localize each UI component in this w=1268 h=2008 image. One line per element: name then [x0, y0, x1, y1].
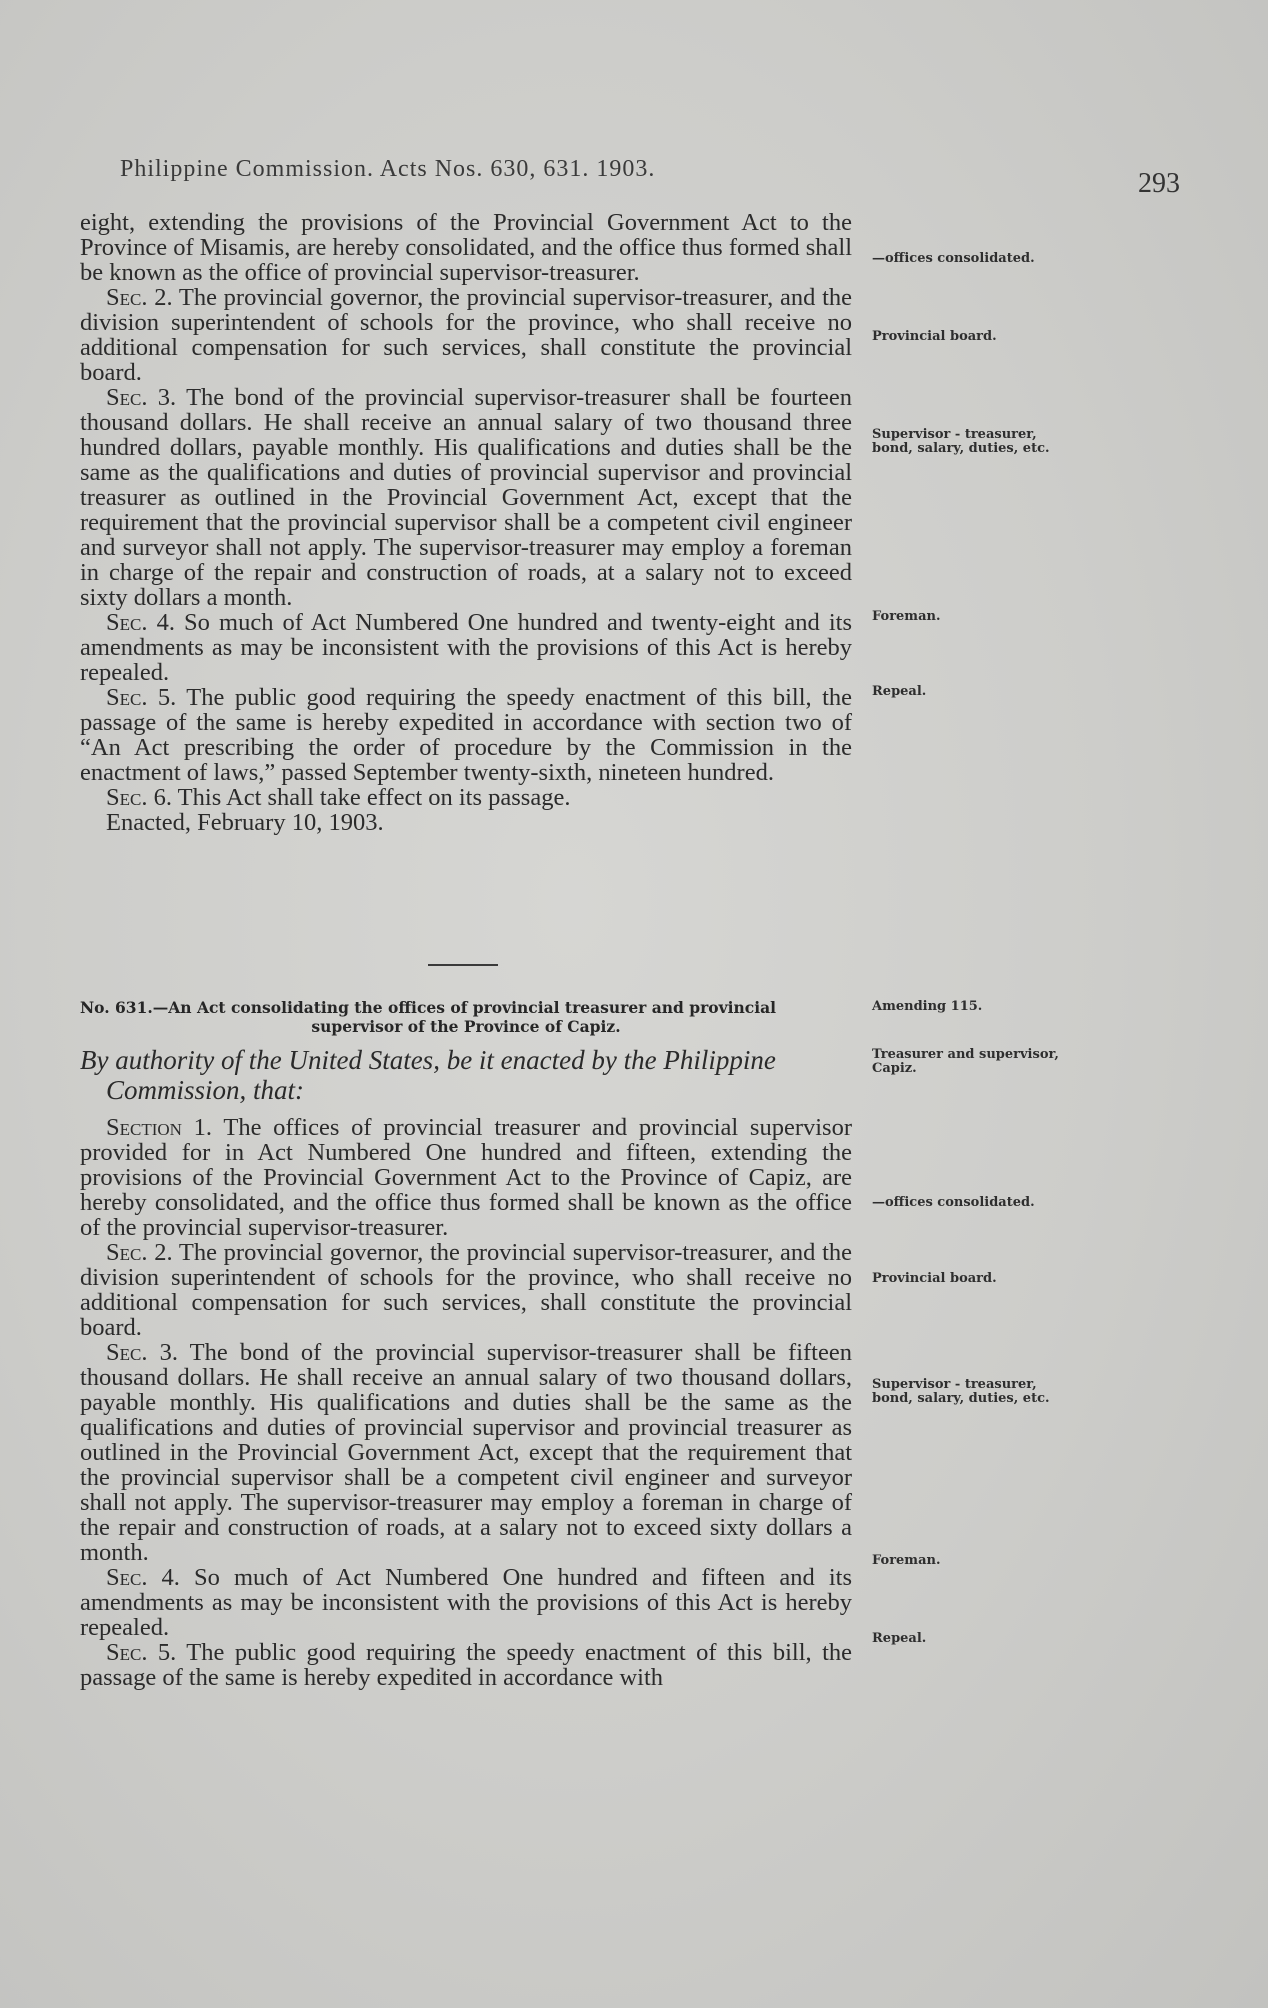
margin-note-repeal: Repeal.: [872, 1631, 927, 1646]
margin-note-supervisor: Supervisor - treasurer, bond, salary, duties, etc.: [872, 427, 1050, 456]
paragraph-text: The bond of the provincial supervisor-treasurer shall be fourteen thousand dollars. He shall receive an annual salary of two thousand three hundred dollars, payable monthly. His qualifications and duties shall be the same as the qualifications and duties of provincial supervisor and provincial treasurer as outlined in the Provincial Government Act, except that the requirement that the provincial supervisor shall be a competent civil engineer and surveyor shall not apply. The supervisor-treasurer may employ a foreman in charge of the repair and construction of roads, at a salary not to exceed sixty dollars a month.: [80, 384, 852, 611]
section-label: Sec. 6.: [106, 784, 172, 811]
section-label: Sec. 4.: [106, 609, 175, 636]
paragraph-text: eight, extending the provisions of the Provincial Government Act to the Province of Misamis, are hereby consolidated, and the office thus formed shall be known as the office of provincial supervisor-treasurer.: [80, 209, 852, 286]
act-631-sec-5: [80, 1640, 852, 1690]
margin-note-foreman: Foreman.: [872, 609, 941, 624]
margin-note-board: Provincial board.: [872, 1271, 997, 1286]
act-631-sec-2: [80, 1240, 852, 1340]
act-630-sec-3: [80, 385, 852, 610]
running-title: Philippine Commission. Acts Nos. 630, 631. 1903.: [120, 156, 656, 182]
running-head: [120, 150, 1180, 199]
margin-note-supervisor: Supervisor - treasurer, bond, salary, duties, etc.: [872, 1377, 1050, 1406]
act-631-body: [80, 1115, 852, 1690]
act-631-sec-4: [80, 1565, 852, 1640]
section-label: Sec. 3.: [106, 1339, 178, 1366]
paragraph-text: The offices of provincial treasurer and provincial supervisor provided for in Act Numbered One hundred and fifteen, extending the provisions of the Provincial Government Act to the Province of Capiz, are hereby consolidated, and the office thus formed shall be known as the office of the provincial supervisor-treasurer.: [80, 1114, 852, 1241]
paragraph-text: The bond of the provincial supervisor-treasurer shall be fifteen thousand dollars. He shall receive an annual salary of two thousand dollars, payable monthly. His qualifications and duties shall be the same as the qualifications and duties of provincial supervisor and provincial treasurer as outlined in the Provincial Government Act, except that the requirement that the provincial supervisor shall be a competent civil engineer and surveyor shall not apply. The supervisor-treasurer may employ a foreman in charge of the repair and construction of roads, at a salary not to exceed sixty dollars a month.: [80, 1339, 852, 1566]
margin-note-board: Provincial board.: [872, 329, 997, 344]
margin-note-amending: Amending 115.: [872, 999, 983, 1014]
act-631-sec-1: [80, 1115, 852, 1240]
page-number: 293: [1138, 168, 1180, 199]
margin-note-offices: —offices consolidated.: [872, 251, 1035, 266]
paragraph-text: The public good requiring the speedy enactment of this bill, the passage of the same is hereby expedited in accordance with: [80, 1639, 852, 1691]
act-630-sec-4: [80, 610, 852, 685]
paragraph-text: So much of Act Numbered One hundred and fifteen and its amendments as may be inconsistent with the provisions of this Act is hereby repealed.: [80, 1564, 852, 1641]
paragraph-text: The public good requiring the speedy enactment of this bill, the passage of the same is hereby expedited in accordance with section two of “An Act prescribing the order of procedure by the Commission in the enactment of laws,” passed September twenty-sixth, nineteen hundred.: [80, 684, 852, 786]
act-631-heading-line-2: supervisor of the Province of Capiz.: [311, 1017, 621, 1036]
paragraph-text: The provincial governor, the provincial supervisor-treasurer, and the division superintendent of schools for the province, who shall receive no additional compensation for such services, shall constitute the provincial board.: [80, 284, 852, 386]
section-label: Sec. 5.: [106, 684, 177, 711]
act-630-sec-5: [80, 685, 852, 785]
act-630-body: [80, 210, 852, 835]
act-631-heading-line-1: No. 631.—An Act consolidating the offices of provincial treasurer and provincial: [80, 998, 777, 1017]
paragraph-text: So much of Act Numbered One hundred and twenty-eight and its amendments as may be inconsistent with the provisions of this Act is hereby repealed.: [80, 609, 852, 686]
act-630-sec-6: [80, 785, 852, 810]
section-label: Sec. 3.: [106, 384, 177, 411]
act-630-enacted: Enacted, February 10, 1903.: [106, 809, 384, 836]
act-631-sec-3: [80, 1340, 852, 1565]
section-label: Sec. 5.: [106, 1639, 177, 1666]
act-630-sec-2: [80, 285, 852, 385]
act-630-para-1: [80, 210, 852, 285]
margin-note-treasurer: Treasurer and supervisor, Capiz.: [872, 1047, 1059, 1076]
enacting-line-2: Commission, that:: [106, 1075, 305, 1105]
paragraph-text: This Act shall take effect on its passage.: [171, 784, 571, 811]
section-label: Section 1.: [106, 1114, 213, 1141]
paragraph-text: The provincial governor, the provincial supervisor-treasurer, and the division superintendent of schools for the province, who shall receive no additional compensation for such services, shall constitute the provincial board.: [80, 1239, 852, 1341]
section-label: Sec. 2.: [106, 284, 173, 311]
section-divider: [428, 964, 498, 966]
margin-note-repeal: Repeal.: [872, 684, 927, 699]
section-label: Sec. 2.: [106, 1239, 173, 1266]
act-631-heading: [80, 998, 852, 1036]
enacting-clause: [80, 1045, 852, 1105]
section-label: Sec. 4.: [106, 1564, 180, 1591]
enacting-line-1: By authority of the United States, be it enacted by the Philippine: [80, 1045, 776, 1075]
margin-note-offices: —offices consolidated.: [872, 1195, 1035, 1210]
margin-note-foreman: Foreman.: [872, 1553, 941, 1568]
